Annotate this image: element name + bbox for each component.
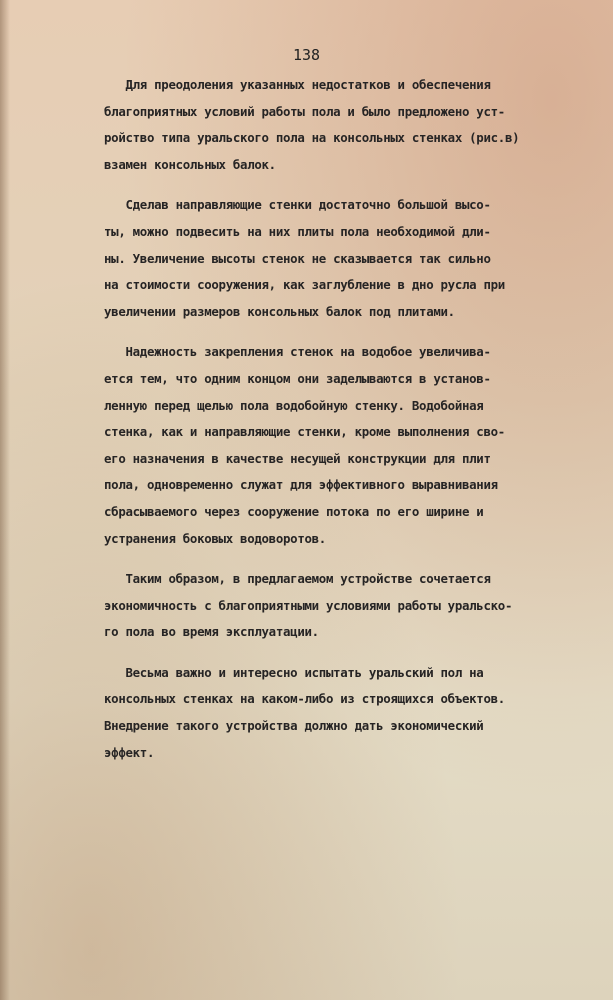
text-line: Весьма важно и интересно испытать уральский пол на [104,664,484,680]
text-line: его назначения в качестве несущей конструкции для плит [104,450,491,466]
text-line: ется тем, что одним концом они заделываются в установ- [104,370,491,386]
text-line: сбрасываемого через сооружение потока по его ширине и [104,503,484,519]
text-line: эффект. [104,744,155,760]
text-line: пола, одновременно служат для эффективного выравнивания [104,477,498,493]
paragraph [104,339,574,552]
text-line: ты, можно подвесить на них плиты пола необходимой дли- [104,223,491,239]
text-line: Для преодоления указанных недостатков и обеспечения [104,77,491,92]
text-line: Внедрение такого устройства должно дать экономический [104,718,484,734]
text-line: стенка, как и направляющие стенки, кроме выполнения сво- [104,424,505,440]
text-line: устранения боковых водоворотов. [104,530,326,546]
text-line: консольных стенках на каком-либо из строящихся объектов. [104,691,505,707]
paragraph [104,660,574,766]
text-line: на стоимости сооружения, как заглубление в дно русла при [104,277,505,293]
text-line: благоприятных условий работы пола и было предложено уст- [104,103,505,119]
text-line: экономичность с благоприятными условиями работы уральско- [104,597,513,613]
text-line: взамен консольных балок. [104,156,276,172]
text-line: Сделав направляющие стенки достаточно большой высо- [104,197,491,213]
page-number: 138 [292,46,321,64]
text-line: увеличении размеров консольных балок под плитами. [104,303,455,319]
text-line: Надежность закрепления стенок на водобое увеличива- [104,344,491,360]
text-line: го пола во время эксплуатации. [104,624,319,640]
paragraph [104,566,574,646]
body-text [104,72,574,780]
text-line: ройство типа уральского пола на консольных стенках (рис.в) [104,130,520,146]
text-line: ленную перед щелью пола водобойную стенку. Водобойная [104,397,484,413]
paragraph [104,72,574,178]
text-line: Таким образом, в предлагаемом устройстве сочетается [104,571,491,587]
text-line: ны. Увеличение высоты стенок не сказывается так сильно [104,250,491,266]
paragraph [104,192,574,325]
